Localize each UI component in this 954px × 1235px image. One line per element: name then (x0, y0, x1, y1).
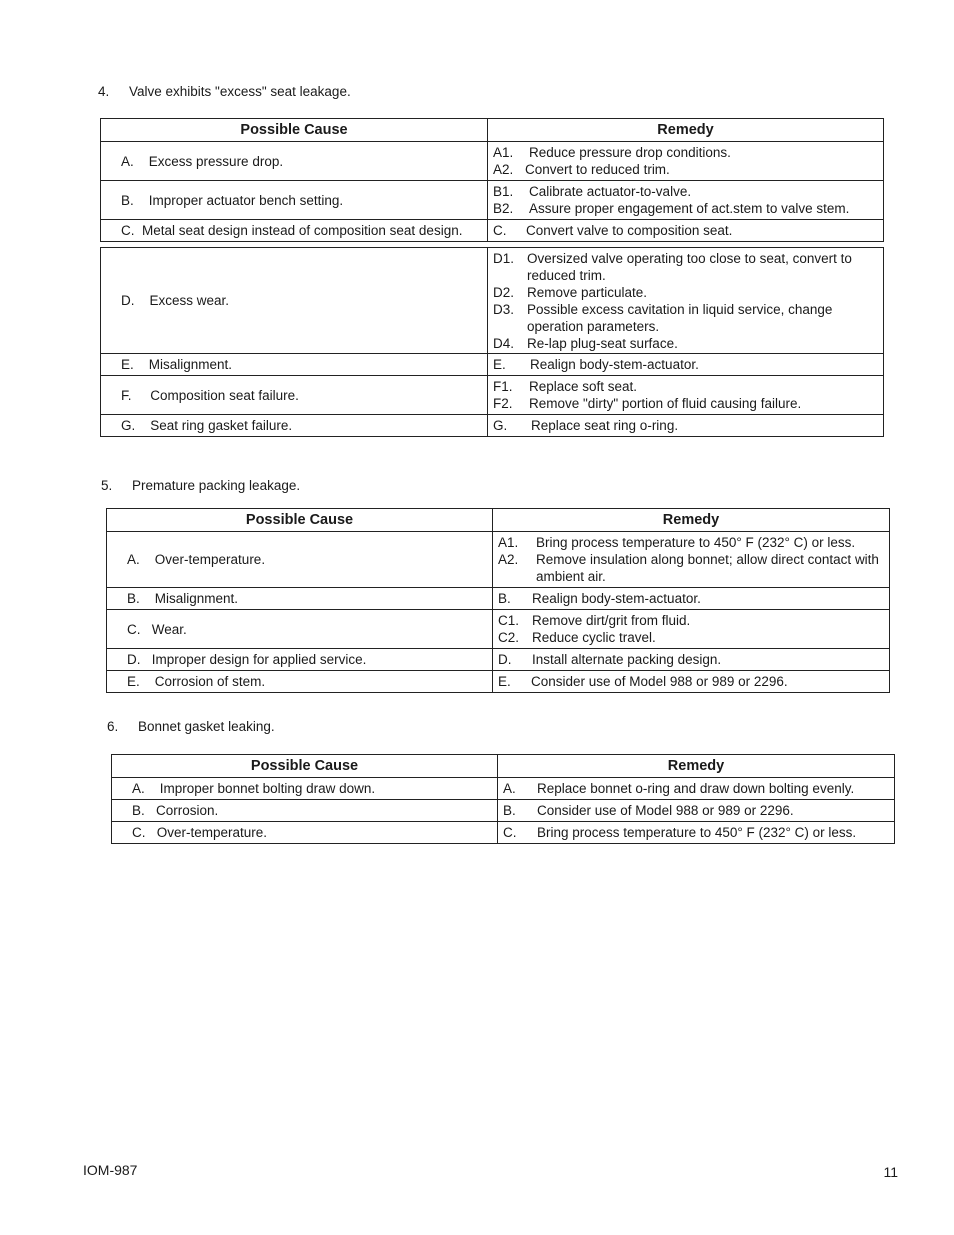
cause-label: B. (132, 803, 145, 818)
table-row (101, 220, 884, 242)
remedy-cell (493, 671, 890, 693)
cause-cell (101, 220, 488, 242)
remedy-text: Convert valve to composition seat. (526, 223, 733, 238)
cause-text: Corrosion. (156, 803, 219, 818)
section-title: Valve exhibits "excess" seat leakage. (129, 84, 351, 99)
remedy-text: Calibrate actuator-to-valve. (529, 184, 692, 199)
cause-cell (101, 181, 488, 220)
remedy-label: B. (503, 803, 516, 818)
cause-text: Excess wear. (149, 293, 230, 308)
cause-label: D. (127, 652, 141, 667)
remedy-text: Consider use of Model 988 or 989 or 2296. (531, 674, 788, 689)
remedy-text: Remove particulate. (527, 284, 648, 300)
cause-label: G. (121, 418, 136, 433)
remedy-label: C1. (498, 613, 520, 628)
remedy-text: Convert to reduced trim. (525, 162, 670, 177)
remedy-text: Bring process temperature to 450° F (232° C) or less. (537, 825, 857, 840)
remedy-text: Install alternate packing design. (532, 652, 722, 667)
table-row (101, 181, 884, 220)
cause-text: Seat ring gasket failure. (150, 418, 293, 433)
possible-cause-header: Possible Cause (101, 119, 488, 142)
cause-label: E. (127, 674, 140, 689)
section-number: 5. (101, 478, 113, 493)
section-5-heading (101, 478, 300, 493)
remedy-cell (488, 220, 884, 242)
remedy-label: A1. (493, 145, 514, 160)
remedy-text: Oversized valve operating too close to seat, convert to reduced trim. (527, 250, 852, 283)
table-header-row (101, 119, 884, 142)
remedy-label: C. (503, 825, 517, 840)
cause-cell (107, 588, 493, 610)
cause-cell (112, 800, 498, 822)
remedy-text: Reduce pressure drop conditions. (529, 145, 731, 160)
document-id: IOM-987 (83, 1162, 138, 1178)
remedy-label: A1. (498, 535, 519, 550)
remedy-label: B. (498, 591, 511, 606)
remedy-text: Replace soft seat. (529, 379, 638, 394)
remedy-cell (493, 532, 890, 588)
cause-text: Corrosion of stem. (154, 674, 266, 689)
page-number: 11 (883, 1164, 898, 1180)
cause-text: Misalignment. (154, 591, 239, 606)
remedy-text: Possible excess cavitation in liquid service, change operation parameters. (527, 301, 833, 334)
remedy-label: A2. (498, 552, 519, 567)
cause-text: Misalignment. (148, 357, 233, 372)
remedy-cell (488, 142, 884, 181)
remedy-text: Replace bonnet o-ring and draw down bolting evenly. (537, 781, 855, 796)
remedy-cell (488, 354, 884, 376)
cause-cell (101, 248, 488, 354)
cause-label: E. (121, 357, 134, 372)
remedy-label: A. (503, 781, 516, 796)
table-row (107, 610, 890, 649)
cause-text: Composition seat failure. (150, 387, 299, 403)
table-row (107, 588, 890, 610)
cause-cell (101, 415, 488, 437)
remedy-label: D4. (493, 335, 515, 351)
table-row (112, 800, 895, 822)
table-header-row (112, 755, 895, 778)
troubleshooting-table-6 (111, 754, 895, 844)
table-row (101, 354, 884, 376)
cause-text: Wear. (151, 621, 187, 637)
table-row (101, 415, 884, 437)
table-row (107, 532, 890, 588)
remedy-text: Assure proper engagement of act.stem to valve stem. (529, 201, 850, 216)
remedy-header: Remedy (493, 509, 890, 532)
cause-cell (107, 610, 493, 649)
table-row (107, 649, 890, 671)
table-row (112, 822, 895, 844)
remedy-text: Consider use of Model 988 or 989 or 2296. (537, 803, 794, 818)
remedy-label: E. (493, 357, 506, 372)
table-header-row (107, 509, 890, 532)
remedy-label: B2. (493, 201, 514, 216)
remedy-label: F1. (493, 379, 513, 394)
cause-text: Improper actuator bench setting. (148, 192, 344, 208)
cause-label: A. (127, 552, 140, 567)
troubleshooting-table-4 (100, 118, 884, 437)
section-number: 6. (107, 719, 119, 734)
remedy-cell (488, 181, 884, 220)
remedy-text: Realign body-stem-actuator. (532, 591, 701, 606)
possible-cause-header: Possible Cause (112, 755, 498, 778)
possible-cause-header: Possible Cause (107, 509, 493, 532)
remedy-header: Remedy (498, 755, 895, 778)
cause-label: C. (127, 621, 141, 637)
cause-cell (101, 142, 488, 181)
cause-text: Over-temperature. (154, 552, 266, 567)
cause-cell (101, 354, 488, 376)
table-row (107, 671, 890, 693)
remedy-cell (493, 649, 890, 671)
remedy-cell (498, 800, 895, 822)
section-4-heading (98, 84, 351, 99)
cause-text: Metal seat design instead of composition seat design. (142, 223, 463, 238)
cause-text: Improper bonnet bolting draw down. (159, 781, 376, 796)
remedy-label: D3. (493, 301, 515, 317)
remedy-cell (488, 415, 884, 437)
cause-cell (107, 671, 493, 693)
remedy-cell (498, 778, 895, 800)
remedy-cell (493, 610, 890, 649)
cause-text: Excess pressure drop. (148, 153, 284, 169)
cause-text: Improper design for applied service. (151, 652, 367, 667)
remedy-header: Remedy (488, 119, 884, 142)
section-title: Premature packing leakage. (132, 478, 301, 493)
section-number: 4. (98, 84, 110, 99)
remedy-label: D1. (493, 250, 515, 266)
remedy-label: A2. (493, 162, 514, 177)
table-row (101, 248, 884, 354)
cause-cell (112, 822, 498, 844)
remedy-cell (488, 248, 884, 354)
section-title: Bonnet gasket leaking. (138, 719, 275, 734)
remedy-cell (498, 822, 895, 844)
remedy-label: D. (498, 652, 512, 667)
remedy-text: Realign body-stem-actuator. (530, 357, 699, 372)
remedy-label: E. (498, 674, 511, 689)
cause-label: F. (121, 387, 132, 403)
troubleshooting-table-5 (106, 508, 890, 693)
remedy-text: Remove dirt/grit from fluid. (532, 613, 691, 628)
cause-label: D. (121, 293, 135, 308)
cause-cell (107, 649, 493, 671)
remedy-label: C. (493, 223, 507, 238)
section-6-heading (107, 719, 275, 734)
cause-label: C. (121, 223, 135, 238)
remedy-text: Bring process temperature to 450° F (232° C) or less. (536, 535, 856, 550)
cause-label: B. (121, 192, 134, 208)
cause-label: A. (132, 781, 145, 796)
remedy-label: C2. (498, 630, 520, 645)
remedy-text: Reduce cyclic travel. (532, 630, 656, 645)
cause-label: B. (127, 591, 140, 606)
table-row (101, 142, 884, 181)
remedy-label: B1. (493, 184, 514, 199)
remedy-label: D2. (493, 284, 515, 300)
cause-cell (112, 778, 498, 800)
remedy-text: Replace seat ring o-ring. (531, 418, 679, 433)
cause-label: C. (132, 825, 146, 840)
cause-cell (101, 376, 488, 415)
remedy-label: G. (493, 418, 508, 433)
remedy-cell (488, 376, 884, 415)
remedy-cell (493, 588, 890, 610)
table-row (112, 778, 895, 800)
cause-cell (107, 532, 493, 588)
remedy-text: Remove "dirty" portion of fluid causing failure. (529, 396, 802, 411)
cause-label: A. (121, 153, 134, 169)
cause-text: Over-temperature. (156, 825, 268, 840)
remedy-text: Remove insulation along bonnet; allow direct contact with ambient air. (536, 552, 879, 584)
table-row (101, 376, 884, 415)
remedy-text: Re-lap plug-seat surface. (527, 335, 678, 351)
remedy-label: F2. (493, 396, 513, 411)
